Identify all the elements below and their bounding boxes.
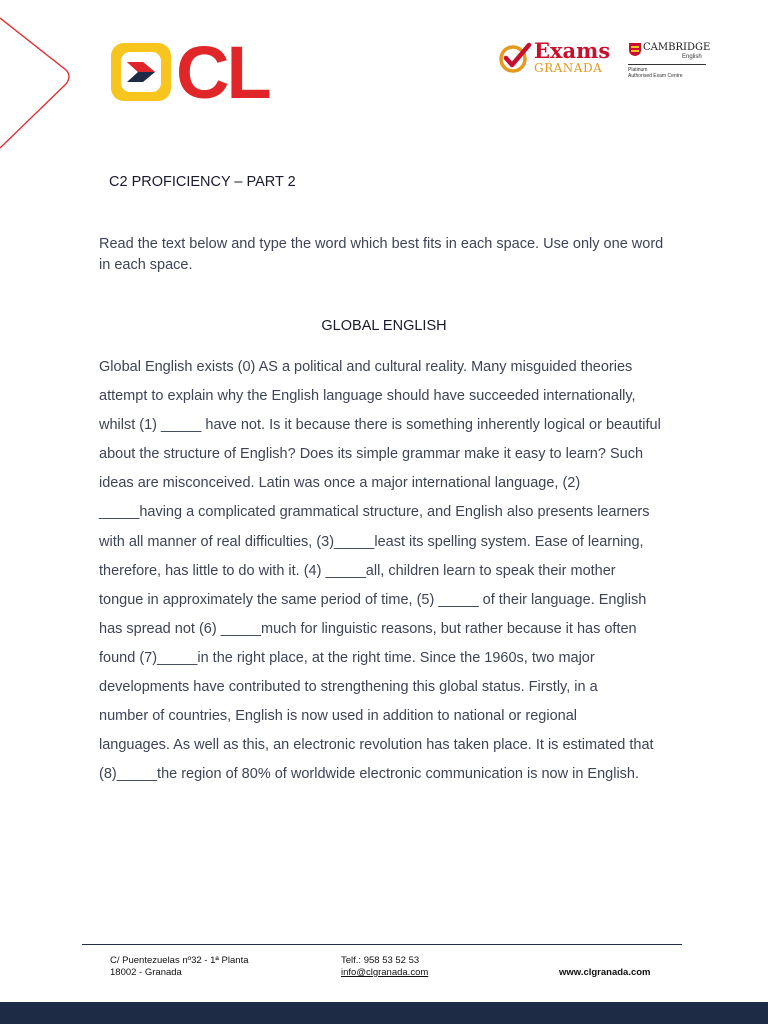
passage-line: about the structure of English? Does its simple grammar make it easy to learn? Such [99,446,644,463]
passage-line: therefore, has little to do with it. (4) _____all, children learn to speak their mother [99,562,616,579]
cambridge-caption: Authorised Exam Centre [628,73,683,79]
cambridge-divider [628,64,706,65]
instructions: Read the text below and type the word which best fits in each space. Use only one word in each space. [99,236,664,273]
passage-line: whilst (1) _____ have not. Is it because there is something inherently logical or beautiful [99,417,661,434]
footer-website[interactable]: www.clgranada.com [559,967,651,978]
passage-line: Global English exists (0) AS a political and cultural reality. Many misguided theories [99,359,633,375]
cl-logo-text: CL [176,31,269,114]
passage-line: (8)_____the region of 80% of worldwide electronic communication is now in English. [99,766,640,783]
cambridge-sub: English [682,54,702,60]
exams-logo-sub: GRANADA [534,61,603,75]
page-title: C2 PROFICIENCY – PART 2 [109,174,296,190]
corner-decoration [0,0,80,160]
exams-logo-word: Exams [534,38,611,63]
footer-address-line1: C/ Puentezuelas nº32 - 1ª Planta [110,955,249,966]
passage-text [99,353,674,789]
cambridge-logo [628,42,710,82]
passage-line: attempt to explain why the English language should have succeeded internationally, [99,388,636,405]
passage-line: languages. As well as this, an electronic revolution has taken place. It is estimated that [99,737,654,754]
cl-logo [110,31,280,114]
exams-granada-logo [498,40,610,78]
footer-divider [82,944,682,945]
bottom-bar [0,1002,768,1024]
text-heading: GLOBAL ENGLISH [321,318,447,334]
footer [0,955,768,985]
cl-arrow-icon [110,42,172,102]
passage-line: _____having a complicated grammatical structure, and English also presents learners [99,504,650,521]
footer-address-line2: 18002 - Granada [110,967,182,978]
footer-telephone: Telf.: 958 53 52 53 [341,955,420,966]
passage-line: has spread not (6) _____much for linguistic reasons, but rather because it has often [99,620,637,637]
passage-line: with all manner of real difficulties, (3)_____least its spelling system. Ease of learning, [99,533,644,550]
passage-line: developments have contributed to strengthening this global status. Firstly, in a [99,679,598,696]
passage-line: number of countries, English is now used in addition to national or regional [99,708,577,725]
footer-email-link[interactable]: info@clgranada.com [341,967,429,978]
passage-line: tongue in approximately the same period of time, (5) _____ of their language. English [99,591,647,608]
shield-icon [628,42,642,57]
passage-line: found (7)_____in the right place, at the right time. Since the 1960s, two major [99,649,595,666]
passage-line: ideas are misconceived. Latin was once a major international language, (2) [99,475,581,492]
cambridge-name: CAMBRIDGE [643,42,711,53]
check-icon [498,42,532,74]
cambridge-tier: Platinum [628,67,648,73]
